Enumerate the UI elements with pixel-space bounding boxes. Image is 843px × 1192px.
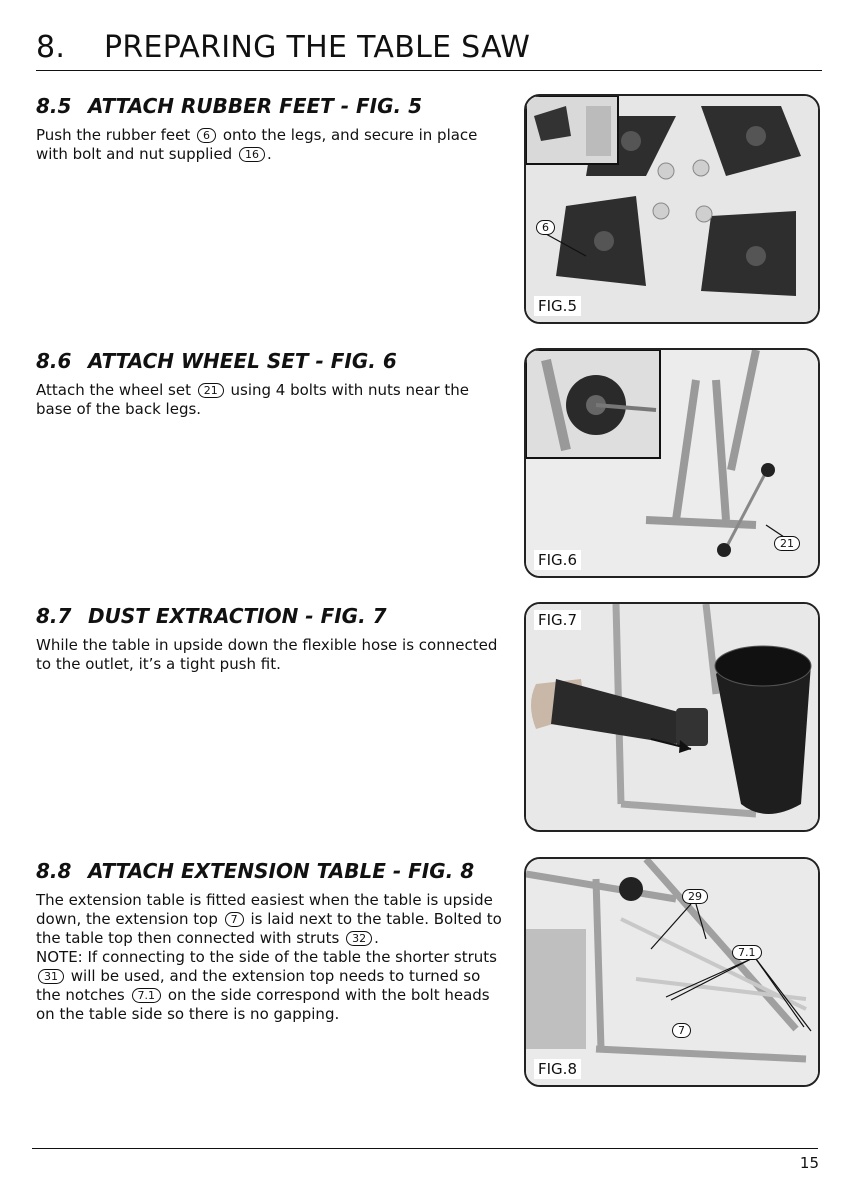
title-rule <box>36 70 822 71</box>
part-ref: 6 <box>197 128 216 143</box>
section-heading: 8.5 ATTACH RUBBER FEET - FIG. 5 <box>36 94 423 118</box>
extension-table-photo <box>526 859 818 1085</box>
figure-6 <box>524 348 820 578</box>
page-title <box>36 30 530 65</box>
section-note: NOTE: If connecting to the side of the table the shorter struts 31 will be used, and the extension top needs to turned so the notches 7.1 on the side correspond with the bolt heads on the table side so there is no gapping. <box>36 948 497 1023</box>
section-heading: 8.8 ATTACH EXTENSION TABLE - FIG. 8 <box>36 859 475 883</box>
section-8-7 <box>36 604 506 674</box>
section-8-8 <box>36 859 506 1024</box>
figure-label: FIG.6 <box>534 550 581 570</box>
section-text: The extension table is fitted easiest when the table is upside down, the extension top 7 is laid next to the table. Bolted to the table top then connected with struts 32 . <box>36 891 502 947</box>
section-text: Push the rubber feet 6 onto the legs, and secure in place with bolt and nut supplied 16 . <box>36 126 478 163</box>
figure-8 <box>524 857 820 1087</box>
callout-6: 6 <box>536 220 555 235</box>
page-number: 15 <box>799 1154 819 1172</box>
part-ref: 7.1 <box>132 988 162 1003</box>
callout-7: 7 <box>672 1023 691 1038</box>
callout-7-1: 7.1 <box>732 945 762 960</box>
part-ref: 31 <box>38 969 64 984</box>
dust-extraction-photo <box>526 604 818 830</box>
figure-label: FIG.7 <box>534 610 581 630</box>
section-heading: 8.7 DUST EXTRACTION - FIG. 7 <box>36 604 387 628</box>
section-text: Attach the wheel set 21 using 4 bolts with nuts near the base of the back legs. <box>36 381 469 418</box>
figure-label: FIG.8 <box>534 1059 581 1079</box>
callout-21: 21 <box>774 536 800 551</box>
figure-7 <box>524 602 820 832</box>
part-ref: 32 <box>346 931 372 946</box>
section-heading: 8.6 ATTACH WHEEL SET - FIG. 6 <box>36 349 397 373</box>
footer-rule <box>32 1148 818 1149</box>
chapter-title: PREPARING THE TABLE SAW <box>104 30 531 65</box>
section-8-5 <box>36 94 506 164</box>
part-ref: 7 <box>225 912 244 927</box>
section-text: While the table in upside down the flexible hose is connected to the outlet, it’s a tight push fit. <box>36 636 498 673</box>
figure-5 <box>524 94 820 324</box>
figure-label: FIG.5 <box>534 296 581 316</box>
section-8-6 <box>36 349 506 419</box>
part-ref: 21 <box>198 383 224 398</box>
part-ref: 16 <box>239 147 265 162</box>
rubber-feet-photo <box>526 96 818 322</box>
chapter-number: 8. <box>36 30 66 65</box>
callout-29: 29 <box>682 889 708 904</box>
